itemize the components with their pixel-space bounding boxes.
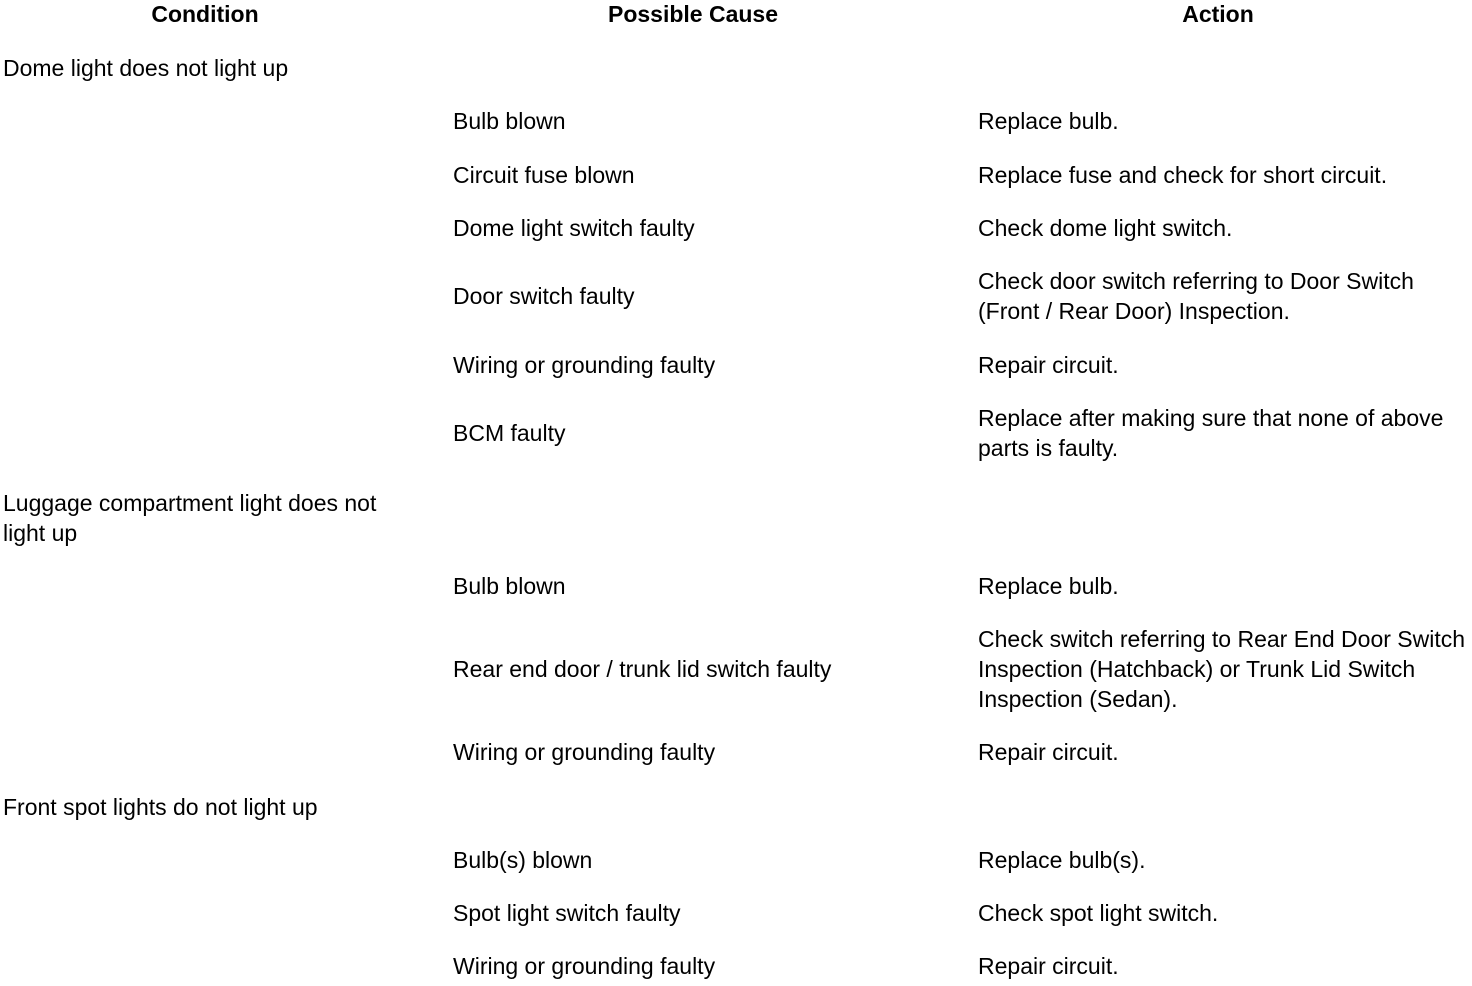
action-cell: Replace after making sure that none of above parts is faulty. [978, 405, 1444, 461]
header-condition: Condition [151, 1, 259, 27]
cause-cell: Rear end door / trunk lid switch faulty [453, 656, 832, 682]
action-cell: Check door switch referring to Door Switch (Front / Rear Door) Inspection. [978, 268, 1414, 324]
action-cell: Repair circuit. [978, 953, 1119, 979]
cause-cell: Dome light switch faulty [453, 215, 695, 241]
action-cell: Replace bulb(s). [978, 847, 1146, 873]
cause-cell: Circuit fuse blown [453, 162, 635, 188]
action-cell: Check spot light switch. [978, 900, 1219, 926]
action-cell: Replace bulb. [978, 108, 1119, 134]
cause-cell: Spot light switch faulty [453, 900, 681, 926]
header-action: Action [1182, 1, 1254, 27]
condition-front-spot-lights: Front spot lights do not light up [3, 794, 318, 820]
cause-cell: Bulb blown [453, 108, 566, 134]
action-cell: Repair circuit. [978, 739, 1119, 765]
action-cell: Check switch referring to Rear End Door Switch Inspection (Hatchback) or Trunk Lid Switch Inspection (Sedan). [978, 626, 1466, 712]
condition-luggage-light: Luggage compartment light does not light up [3, 490, 377, 546]
cause-cell: Bulb blown [453, 573, 566, 599]
cause-cell: Wiring or grounding faulty [453, 352, 716, 378]
action-cell: Repair circuit. [978, 352, 1119, 378]
action-cell: Check dome light switch. [978, 215, 1233, 241]
cause-cell: BCM faulty [453, 420, 566, 446]
cause-cell: Door switch faulty [453, 283, 635, 309]
condition-dome-light: Dome light does not light up [3, 55, 289, 81]
header-possible-cause: Possible Cause [607, 1, 779, 27]
cause-cell: Wiring or grounding faulty [453, 739, 716, 765]
cause-cell: Wiring or grounding faulty [453, 953, 716, 979]
action-cell: Replace bulb. [978, 573, 1119, 599]
cause-cell: Bulb(s) blown [453, 847, 593, 873]
action-cell: Replace fuse and check for short circuit. [978, 162, 1388, 188]
